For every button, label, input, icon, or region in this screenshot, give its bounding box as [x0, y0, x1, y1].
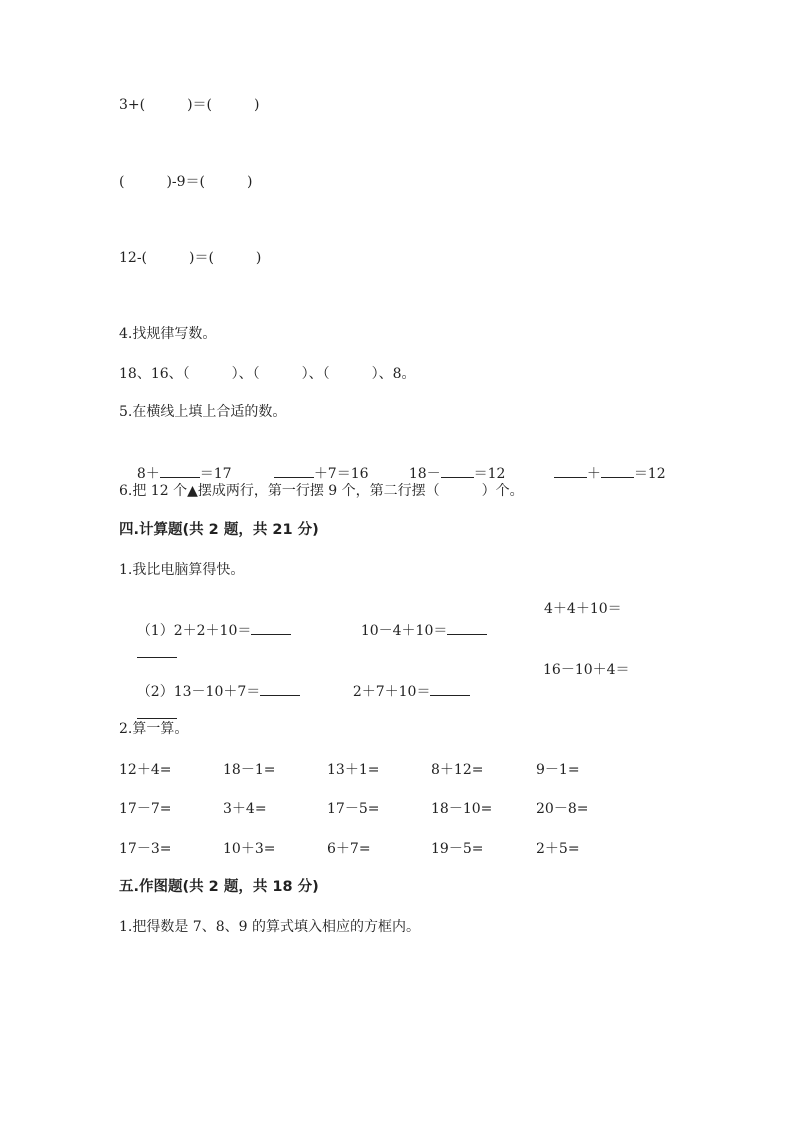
- question-4-title: 4.找规律写数。: [119, 326, 217, 342]
- mental-math-item: 18－10=: [431, 801, 493, 817]
- answer-blank[interactable]: [554, 462, 587, 478]
- question-4-sequence: 18、16、（ ）、（ ）、（ ）、8。: [119, 366, 416, 382]
- calc-item: 16－10＋4＝: [543, 662, 630, 678]
- blank-equation: 8＋ ＝17: [119, 442, 232, 504]
- mental-math-item: 17－3=: [119, 841, 172, 857]
- question-5-title: 5.在横线上填上合适的数。: [119, 404, 287, 420]
- mental-math-item: 8＋12=: [431, 762, 484, 778]
- answer-blank[interactable]: [137, 642, 177, 658]
- section-5-heading: 五.作图题(共 2 题，共 18 分): [119, 879, 319, 895]
- answer-blank[interactable]: [274, 462, 314, 478]
- answer-blank[interactable]: [601, 462, 634, 478]
- answer-blank[interactable]: [441, 462, 474, 478]
- mental-math-item: 18－1=: [223, 762, 276, 778]
- blank-equation: ＋ ＝12: [536, 442, 666, 504]
- mental-math-item: 10＋3=: [223, 841, 276, 857]
- answer-blank[interactable]: [137, 703, 177, 719]
- calc-item: （1）2＋2＋10＝: [119, 599, 291, 661]
- calc-item: （2）13－10＋7＝: [119, 660, 300, 722]
- answer-blank[interactable]: [260, 680, 300, 696]
- mental-math-item: 17－5=: [327, 801, 380, 817]
- mental-math-item: 9－1=: [536, 762, 580, 778]
- fill-equation: 12-( )＝( ): [119, 250, 262, 266]
- blank-equation: ＋7＝16: [256, 442, 369, 504]
- drawing-problem-1: 1.把得数是 7、8、9 的算式填入相应的方框内。: [119, 919, 420, 935]
- mental-math-item: 3＋4=: [223, 801, 267, 817]
- mental-math-item: 2＋5=: [536, 841, 580, 857]
- mental-math-item: 17－7=: [119, 801, 172, 817]
- mental-math-item: 19－5=: [431, 841, 484, 857]
- mental-math-item: 13＋1=: [327, 762, 380, 778]
- blank-equation: 18－ ＝12: [391, 442, 505, 504]
- answer-blank[interactable]: [160, 462, 200, 478]
- mental-math-item: 12＋4=: [119, 762, 172, 778]
- section-4-heading: 四.计算题(共 2 题，共 21 分): [119, 522, 319, 538]
- calc-problem-1-title: 1.我比电脑算得快。: [119, 562, 245, 578]
- calc-item: 2＋7＋10＝: [335, 660, 470, 722]
- answer-blank[interactable]: [430, 680, 470, 696]
- answer-blank[interactable]: [251, 619, 291, 635]
- answer-blank[interactable]: [447, 619, 487, 635]
- calc-item: 10－4＋10＝: [343, 599, 487, 661]
- fill-equation: ( )-9＝( ): [119, 174, 253, 190]
- calc-item: 4＋4＋10＝: [544, 601, 622, 617]
- calc-problem-2-title: 2.算一算。: [119, 721, 189, 737]
- fill-equation: 3+( )＝( ): [119, 97, 260, 113]
- mental-math-item: 20－8=: [536, 801, 589, 817]
- question-6: 6.把 12 个▲摆成两行，第一行摆 9 个，第二行摆（ ）个。: [119, 483, 524, 499]
- mental-math-item: 6＋7=: [327, 841, 371, 857]
